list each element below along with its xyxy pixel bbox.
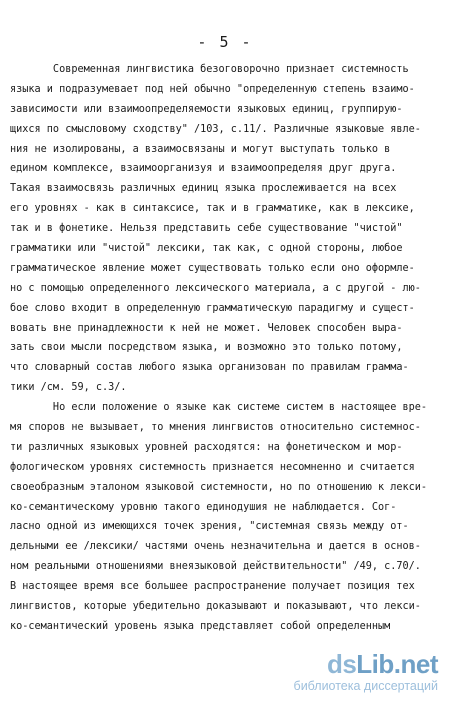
text-line: едином комплексе, взаимоорганизуя и взаимоопределяя друг друга.	[10, 163, 397, 175]
body-text	[10, 60, 446, 637]
dslib-logo-main: Lib.net	[356, 649, 438, 679]
text-line: тики /см. 59, с.3/.	[10, 382, 127, 394]
text-line: щихся по смысловому сходству" /103, с.11/. Различные языковые явле-	[10, 123, 421, 135]
page-number: - 5 -	[197, 33, 253, 51]
text-line: Но если положение о языке как системе систем в настоящее вре-	[10, 402, 428, 414]
text-line: фологическом уровнях системность признается несомненно и считается	[10, 461, 415, 473]
text-line: мя споров не вызывает, то мнения лингвистов относительно системнос-	[10, 422, 421, 434]
dslib-watermark	[248, 649, 438, 693]
text-line: своеобразным эталоном языковой системности, но по отношению к лекси-	[10, 481, 428, 493]
dslib-logo-prefix: ds	[326, 649, 357, 679]
text-line: лингвистов, которые убедительно доказывают и показывают, что лекси-	[10, 601, 421, 613]
text-line: В настоящее время все большее распространение получает позиция тех	[10, 581, 415, 593]
text-line: зависимости или взаимоопределяемости языковых единиц, группирую-	[10, 103, 403, 115]
text-line: так и в фонетике. Нельзя представить себе существование "чистой"	[10, 223, 403, 235]
text-line: зать свои мысли посредством языка, и возможно это только потому,	[10, 342, 403, 354]
text-line: ко-семантический уровень языка представляет собой определенным	[10, 620, 391, 632]
text-line: ти различных языковых уровней расходятся: на фонетическом и мор-	[10, 441, 403, 453]
dslib-logo	[327, 649, 438, 680]
text-line: Современная лингвистика безоговорочно признает системность	[10, 64, 409, 75]
text-line: грамматики или "чистой" лексики, так как, с одной стороны, любое	[10, 243, 403, 255]
text-line: его уровнях - как в синтаксисе, так и в грамматике, как в лексике,	[10, 203, 415, 215]
text-line: ния не изолированы, а взаимосвязаны и могут выступать только в	[10, 143, 391, 155]
text-line: ко-семантическому уровню такого единодушия не наблюдается. Сог-	[10, 501, 397, 513]
text-line: языка и подразумевает под ней обычно "определенную степень взаимо-	[10, 83, 415, 95]
text-line: дельными ее /лексики/ частями очень незначительна и дается в основ-	[10, 541, 421, 553]
text-line: но с помощью определенного лексического материала, а с другой - лю-	[10, 282, 421, 294]
text-line: ласно одной из имеющихся точек зрения, "системная связь между от-	[10, 521, 409, 533]
text-line: что словарный состав любого языка организован по правилам грамма-	[10, 362, 409, 374]
text-line: бое слово входит в определенную грамматическую парадигму и сущест-	[10, 302, 415, 314]
text-line: ном реальными отношениями внеязыковой действительности" /49, с.70/.	[10, 561, 421, 573]
dslib-tagline: библиотека диссертаций	[293, 679, 438, 693]
text-line: грамматическое явление может существовать только если оно оформле-	[10, 262, 415, 274]
text-line: вовать вне принадлежности к ней не может. Человек способен выра-	[10, 322, 403, 334]
text-line: Такая взаимосвязь различных единиц языка прослеживается на всех	[10, 183, 397, 195]
